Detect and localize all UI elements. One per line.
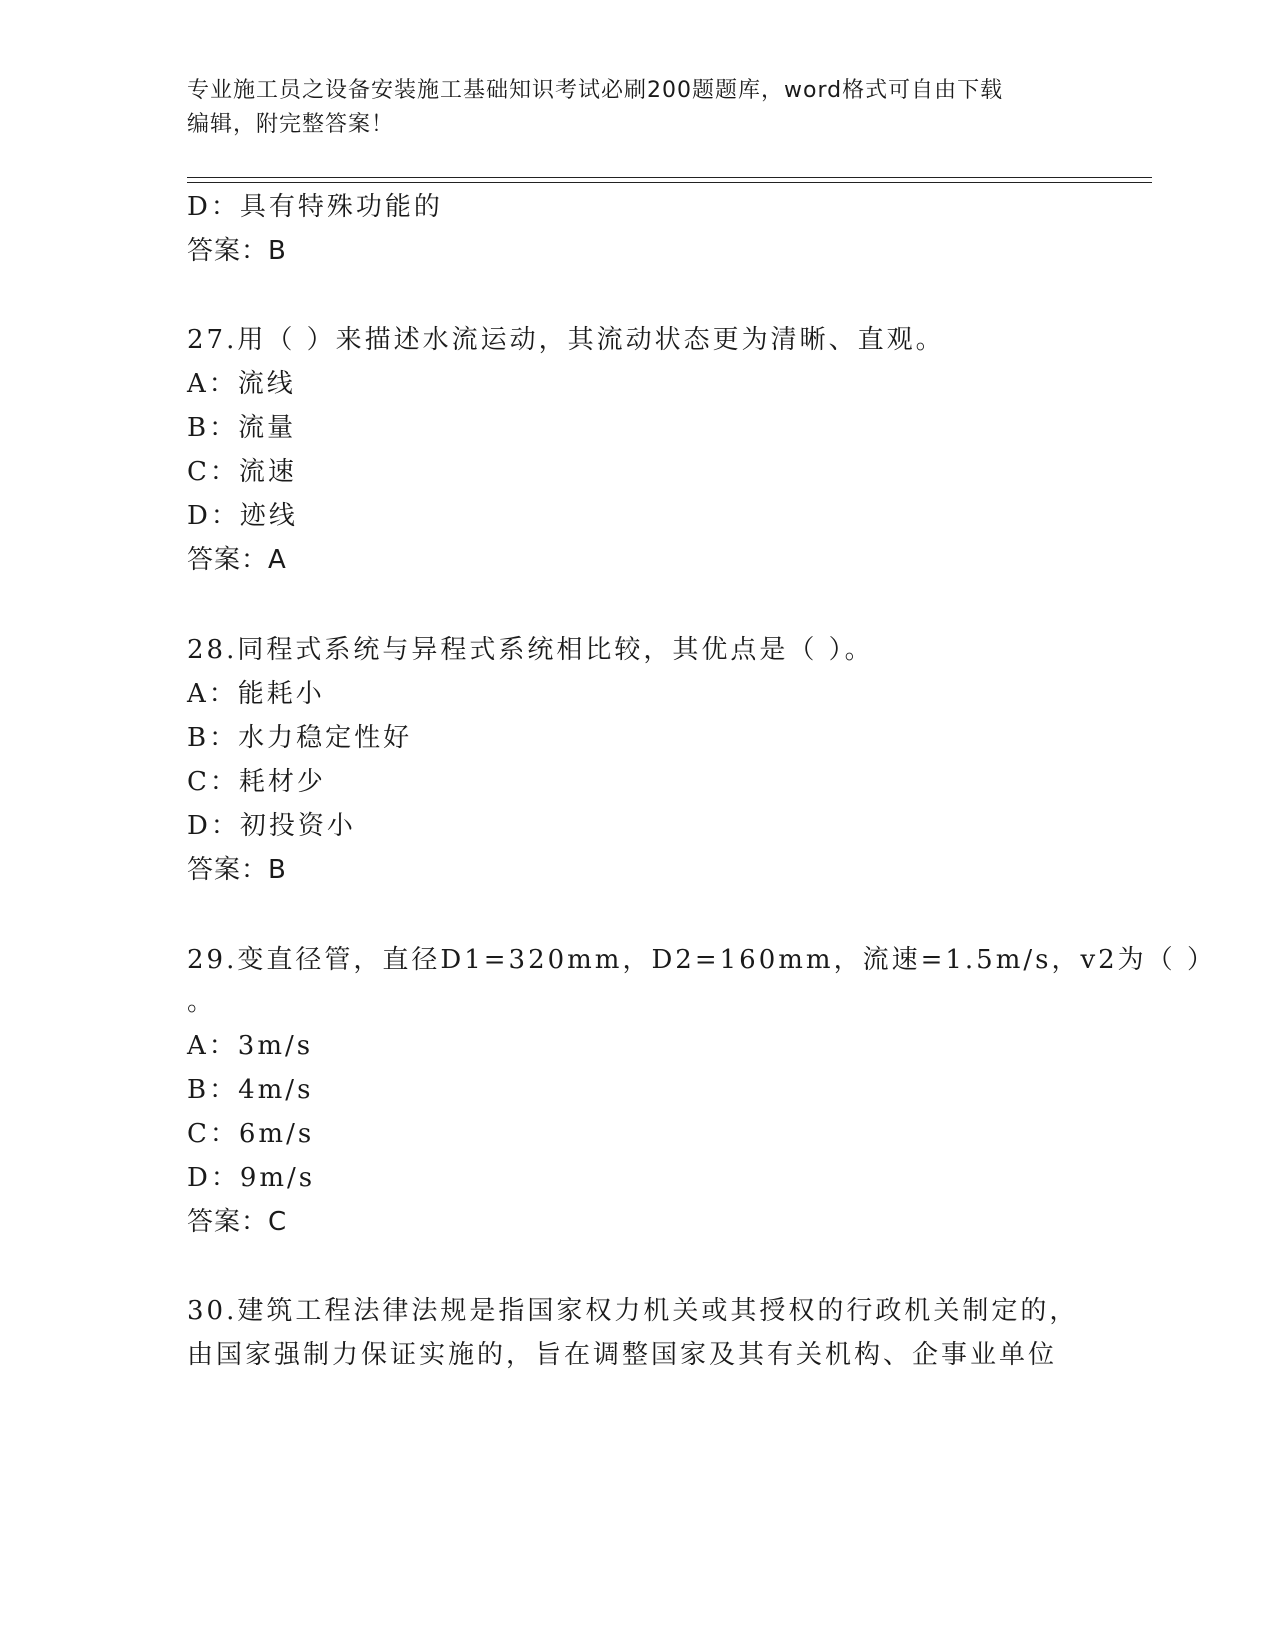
- q26-option-d: D：具有特殊功能的: [187, 192, 443, 222]
- header-rule-bottom: [187, 182, 1152, 183]
- q30-stem-line-1: 30.建筑工程法律法规是指国家权力机关或其授权的行政机关制定的，: [187, 1296, 1079, 1326]
- q28-stem: 28.同程式系统与异程式系统相比较，其优点是（ ）。: [187, 635, 874, 665]
- q28-option-a: A：能耗小: [187, 679, 325, 709]
- header-rule-top: [187, 177, 1152, 178]
- q27-option-a: A：流线: [187, 369, 296, 399]
- q30-stem-line-2: 由国家强制力保证实施的，旨在调整国家及其有关机构、企事业单位: [187, 1340, 1058, 1370]
- q28-option-b: B：水力稳定性好: [187, 723, 413, 753]
- q27-stem: 27.用（ ）来描述水流运动，其流动状态更为清晰、直观。: [187, 325, 945, 355]
- header-line-1: 专业施工员之设备安装施工基础知识考试必刷200题题库，word格式可自由下载: [187, 78, 1004, 103]
- q29-option-c: C：6m/s: [187, 1119, 315, 1149]
- q28-answer: 答案：B: [187, 855, 287, 885]
- q26-answer: 答案：B: [187, 236, 287, 266]
- q28-option-d: D：初投资小: [187, 811, 356, 841]
- q29-option-a: A：3m/s: [187, 1031, 314, 1061]
- q28-option-c: C：耗材少: [187, 767, 326, 797]
- q29-stem-line-1: 29.变直径管，直径D1=320mm，D2=160mm，流速=1.5m/s，v2为（ ）: [187, 945, 1216, 975]
- q29-option-b: B：4m/s: [187, 1075, 314, 1105]
- q29-stem-line-2: 。: [187, 987, 217, 1017]
- q27-option-c: C：流速: [187, 457, 297, 487]
- page-header: [187, 74, 1087, 142]
- q27-answer: 答案：A: [187, 545, 287, 575]
- q29-option-d: D：9m/s: [187, 1163, 316, 1193]
- header-line-2: 编辑，附完整答案！: [187, 112, 395, 137]
- q29-answer: 答案：C: [187, 1207, 288, 1237]
- q27-option-b: B：流量: [187, 413, 297, 443]
- q27-option-d: D：迹线: [187, 501, 298, 531]
